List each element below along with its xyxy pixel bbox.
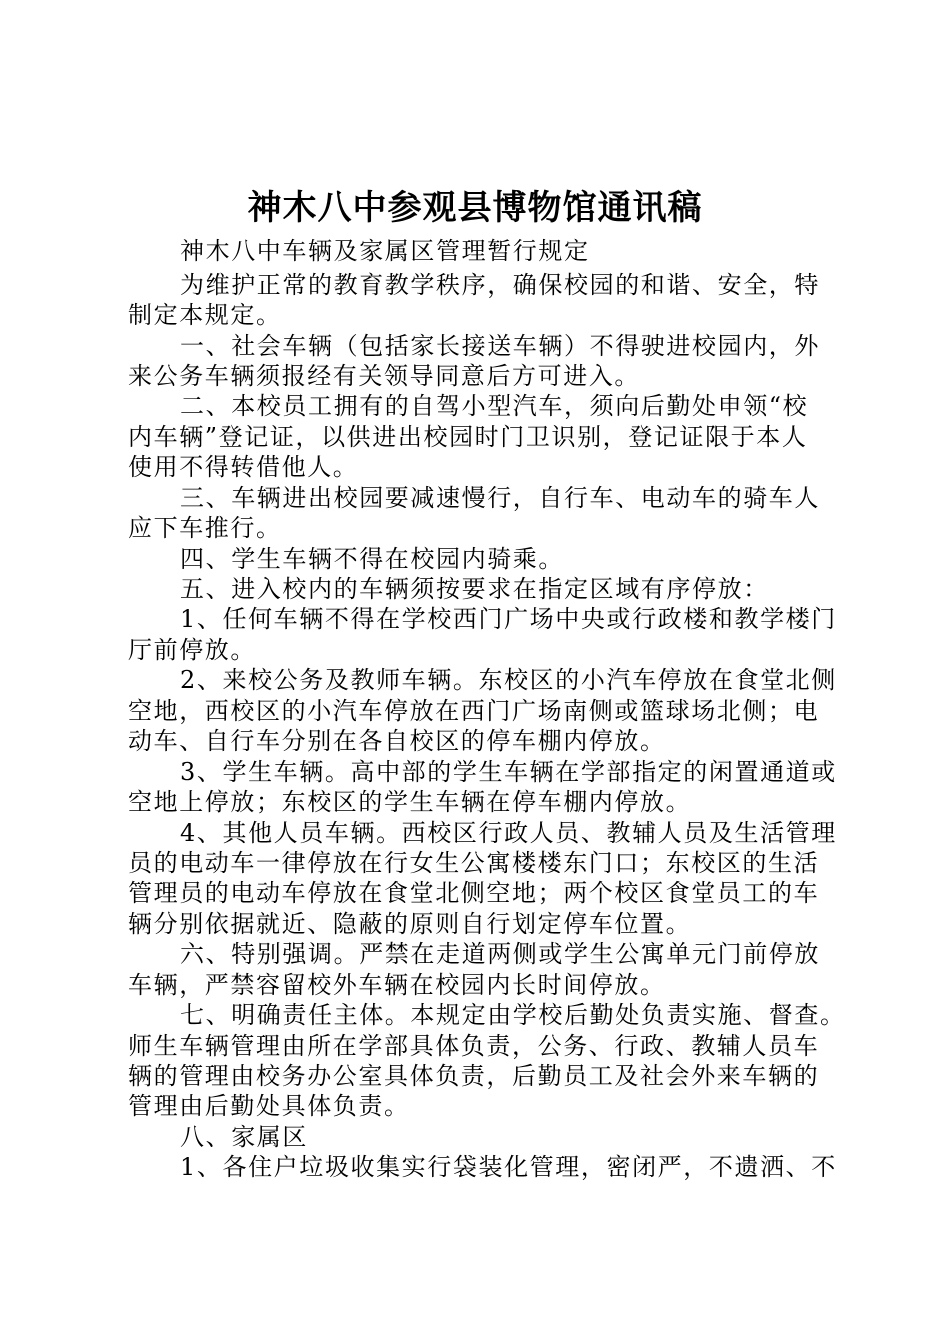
text-line: 使用不得转借他人。 xyxy=(128,453,359,481)
text-line: 1、任何车辆不得在学校西门广场中央或行政楼和教学楼门 xyxy=(180,605,837,633)
text-line: 八、家属区 xyxy=(180,1123,308,1151)
text-line: 为维护正常的教育教学秩序，确保校园的和谐、安全，特 xyxy=(180,271,820,299)
text-line: 厅前停放。 xyxy=(128,636,256,664)
text-line: 应下车推行。 xyxy=(128,514,282,542)
text-line: 来公务车辆须报经有关领导同意后方可进入。 xyxy=(128,362,640,390)
text-line: 管理员的电动车停放在食堂北侧空地；两个校区食堂员工的车 xyxy=(128,879,820,907)
text-line: 车辆，严禁容留校外车辆在校园内长时间停放。 xyxy=(128,971,666,999)
text-line: 3、学生车辆。高中部的学生车辆在学部指定的闲置通道或 xyxy=(180,758,837,786)
text-line: 一、社会车辆（包括家长接送车辆）不得驶进校园内，外 xyxy=(180,332,820,360)
text-line: 4、其他人员车辆。西校区行政人员、教辅人员及生活管理 xyxy=(180,819,837,847)
text-line: 2、来校公务及教师车辆。东校区的小汽车停放在食堂北侧 xyxy=(180,666,837,694)
text-line: 五、进入校内的车辆须按要求在指定区域有序停放： xyxy=(180,575,769,603)
text-line: 管理由后勤处具体负责。 xyxy=(128,1092,410,1120)
text-line: 员的电动车一律停放在行女生公寓楼楼东门口；东校区的生活 xyxy=(128,849,820,877)
text-line: 神木八中车辆及家属区管理暂行规定 xyxy=(180,237,590,265)
text-line: 制定本规定。 xyxy=(128,301,282,329)
text-line: 辆的管理由校务办公室具体负责，后勤员工及社会外来车辆的 xyxy=(128,1062,820,1090)
text-line: 七、明确责任主体。本规定由学校后勤处负责实施、督查。 xyxy=(180,1001,846,1029)
text-line: 内车辆”登记证，以供进出校园时门卫识别，登记证限于本人 xyxy=(128,423,808,451)
text-line: 六、特别强调。严禁在走道两侧或学生公寓单元门前停放 xyxy=(180,940,820,968)
text-line: 辆分别依据就近、隐蔽的原则自行划定停车位置。 xyxy=(128,910,692,938)
text-line: 空地，西校区的小汽车停放在西门广场南侧或篮球场北侧；电 xyxy=(128,697,820,725)
text-line: 二、本校员工拥有的自驾小型汽车，须向后勤处申领“校 xyxy=(180,392,809,420)
text-line: 1、各住户垃圾收集实行袋装化管理，密闭严，不遗洒、不 xyxy=(180,1153,837,1181)
text-line: 师生车辆管理由所在学部具体负责，公务、行政、教辅人员车 xyxy=(128,1032,820,1060)
text-line: 动车、自行车分别在各自校区的停车棚内停放。 xyxy=(128,727,666,755)
text-line: 四、学生车辆不得在校园内骑乘。 xyxy=(180,545,564,573)
document-title: 神木八中参观县博物馆通讯稿 xyxy=(247,188,703,228)
text-line: 空地上停放；东校区的学生车辆在停车棚内停放。 xyxy=(128,788,692,816)
text-line: 三、车辆进出校园要减速慢行，自行车、电动车的骑车人 xyxy=(180,484,820,512)
